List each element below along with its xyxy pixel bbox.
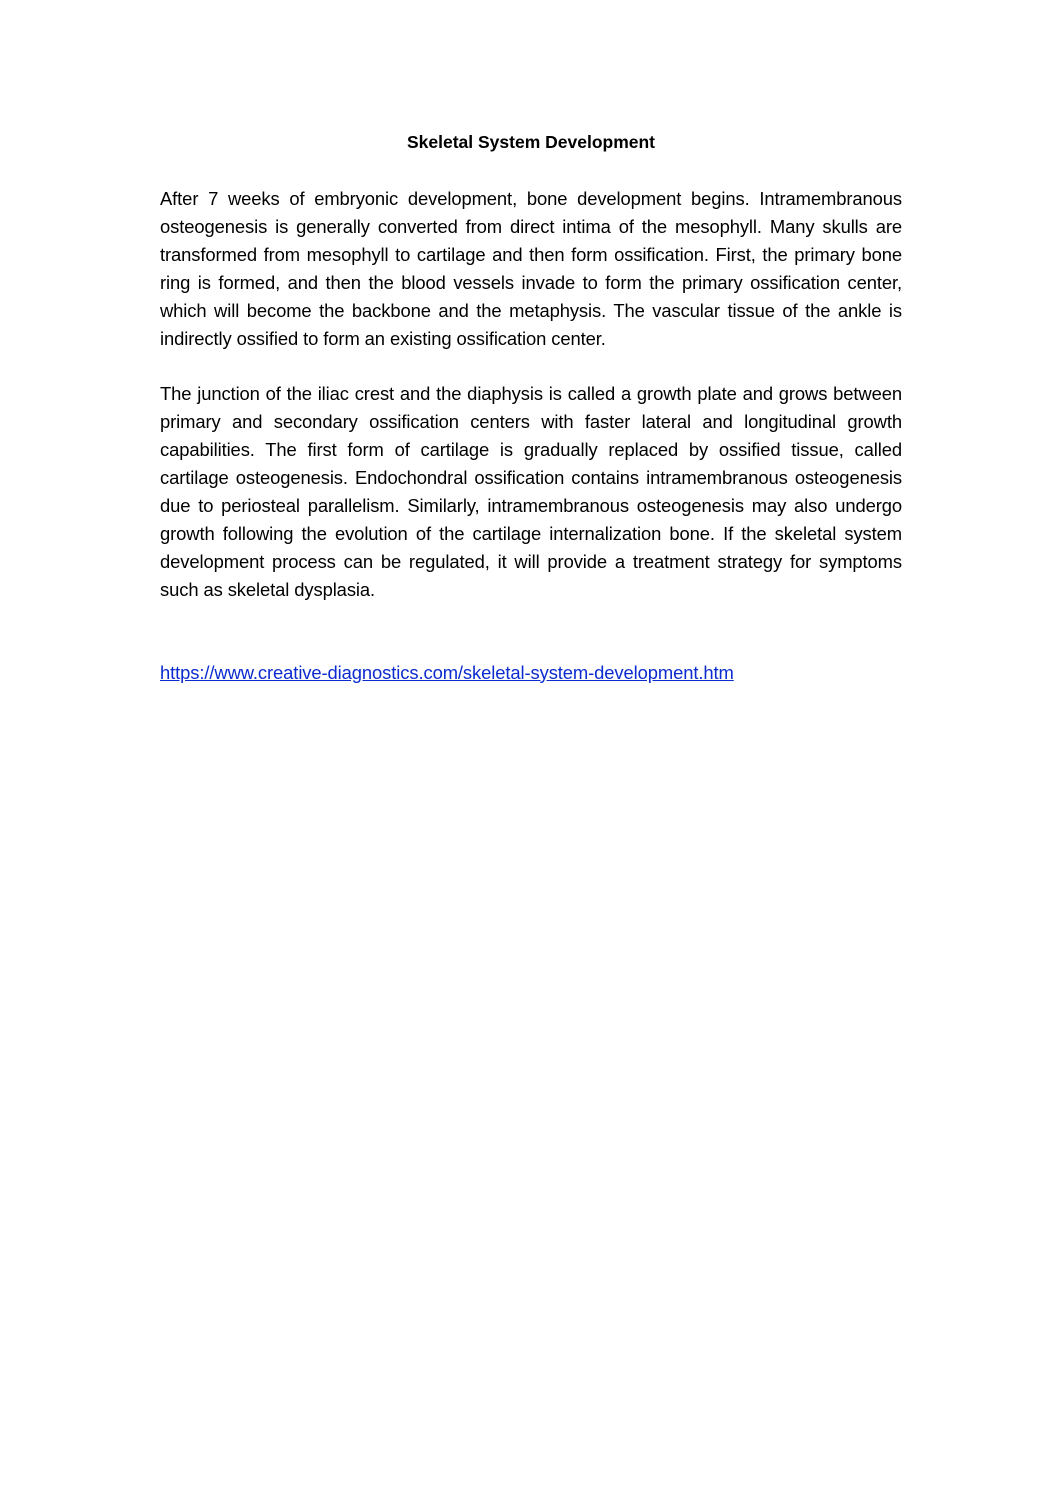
document-title: Skeletal System Development [406, 132, 656, 152]
source-link[interactable]: https://www.creative-diagnostics.com/skeletal-system-development.htm [160, 661, 734, 683]
paragraph-bone-development: After 7 weeks of embryonic development, bone development begins. Intramembranous osteogenesis is generally converted from direct intima of the mesophyll. Many skulls are transformed from mesophyll to cartilage and then form ossification. First, the primary bone ring is formed, and then the blood vessels invade to form the primary ossification center, which will become the backbone and the metaphysis. The vascular tissue of the ankle is indirectly ossified to form an existing ossification center. [160, 188, 902, 349]
document-page [160, 128, 902, 687]
paragraph-growth-plate: The junction of the iliac crest and the diaphysis is called a growth plate and grows between primary and secondary ossification centers with faster lateral and longitudinal growth capabilities. The first form of cartilage is gradually replaced by ossified tissue, called cartilage osteogenesis. Endochondral ossification contains intramembranous osteogenesis due to periosteal parallelism. Similarly, intramembranous osteogenesis may also undergo growth following the evolution of the cartilage internalization bone. If the skeletal system development process can be regulated, it will provide a treatment strategy for symptoms such as skeletal dysplasia. [160, 383, 902, 600]
